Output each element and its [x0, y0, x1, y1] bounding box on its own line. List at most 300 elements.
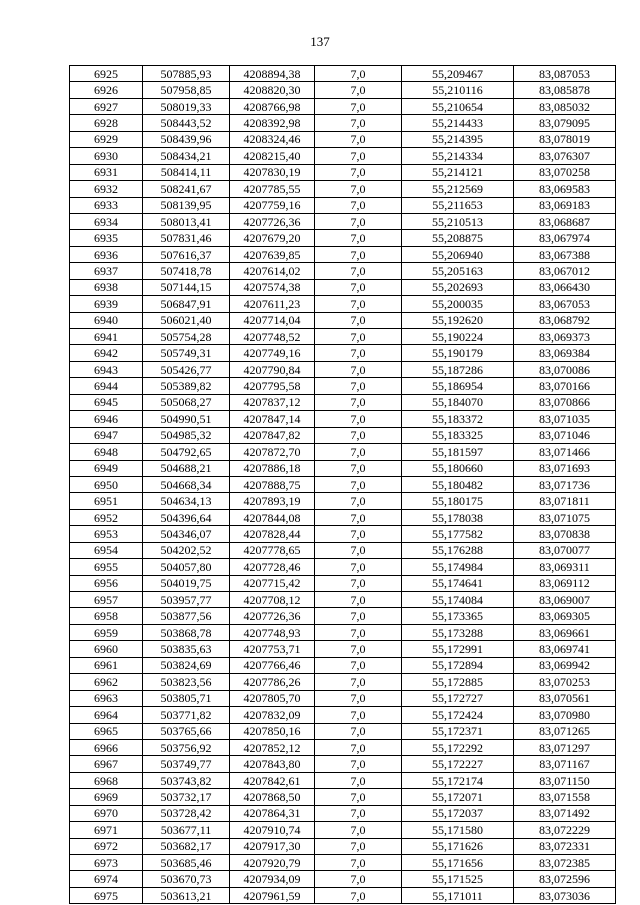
latitude-cell: 55,180482 — [402, 476, 514, 492]
value-cell: 7,0 — [315, 739, 402, 755]
point-number-cell: 6952 — [70, 509, 143, 525]
table-row — [70, 296, 616, 312]
table-row — [70, 592, 616, 608]
latitude-cell: 55,172991 — [402, 641, 514, 657]
x-coordinate-cell: 503823,56 — [143, 674, 230, 690]
value-cell: 7,0 — [315, 822, 402, 838]
value-cell: 7,0 — [315, 164, 402, 180]
longitude-cell: 83,067974 — [514, 230, 616, 246]
latitude-cell: 55,190224 — [402, 329, 514, 345]
value-cell: 7,0 — [315, 657, 402, 673]
value-cell: 7,0 — [315, 707, 402, 723]
table-row — [70, 263, 616, 279]
value-cell: 7,0 — [315, 509, 402, 525]
y-coordinate-cell: 4207910,74 — [230, 822, 315, 838]
point-number-cell: 6974 — [70, 871, 143, 887]
value-cell: 7,0 — [315, 608, 402, 624]
latitude-cell: 55,214334 — [402, 148, 514, 164]
y-coordinate-cell: 4207920,79 — [230, 855, 315, 871]
x-coordinate-cell: 503743,82 — [143, 772, 230, 788]
value-cell: 7,0 — [315, 296, 402, 312]
table-row — [70, 427, 616, 443]
y-coordinate-cell: 4207795,58 — [230, 378, 315, 394]
x-coordinate-cell: 503732,17 — [143, 789, 230, 805]
longitude-cell: 83,070077 — [514, 542, 616, 558]
table-row — [70, 509, 616, 525]
y-coordinate-cell: 4207850,16 — [230, 723, 315, 739]
value-cell: 7,0 — [315, 855, 402, 871]
y-coordinate-cell: 4207778,65 — [230, 542, 315, 558]
x-coordinate-cell: 508139,95 — [143, 197, 230, 213]
latitude-cell: 55,171525 — [402, 871, 514, 887]
latitude-cell: 55,172292 — [402, 739, 514, 755]
longitude-cell: 83,076307 — [514, 148, 616, 164]
longitude-cell: 83,072331 — [514, 838, 616, 854]
y-coordinate-cell: 4207872,70 — [230, 444, 315, 460]
latitude-cell: 55,200035 — [402, 296, 514, 312]
table-row — [70, 789, 616, 805]
table-row — [70, 82, 616, 98]
table-row — [70, 493, 616, 509]
value-cell: 7,0 — [315, 345, 402, 361]
latitude-cell: 55,172894 — [402, 657, 514, 673]
x-coordinate-cell: 503613,21 — [143, 887, 230, 903]
longitude-cell: 83,087053 — [514, 66, 616, 82]
table-row — [70, 444, 616, 460]
y-coordinate-cell: 4207864,31 — [230, 805, 315, 821]
table-row — [70, 115, 616, 131]
latitude-cell: 55,190179 — [402, 345, 514, 361]
y-coordinate-cell: 4208766,98 — [230, 98, 315, 114]
latitude-cell: 55,172071 — [402, 789, 514, 805]
point-number-cell: 6931 — [70, 164, 143, 180]
latitude-cell: 55,186954 — [402, 378, 514, 394]
x-coordinate-cell: 505754,28 — [143, 329, 230, 345]
value-cell: 7,0 — [315, 312, 402, 328]
table-row — [70, 329, 616, 345]
table-row — [70, 526, 616, 542]
longitude-cell: 83,071075 — [514, 509, 616, 525]
longitude-cell: 83,079095 — [514, 115, 616, 131]
latitude-cell: 55,210654 — [402, 98, 514, 114]
x-coordinate-cell: 507958,85 — [143, 82, 230, 98]
point-number-cell: 6955 — [70, 559, 143, 575]
value-cell: 7,0 — [315, 197, 402, 213]
latitude-cell: 55,192620 — [402, 312, 514, 328]
latitude-cell: 55,173288 — [402, 624, 514, 640]
y-coordinate-cell: 4207766,46 — [230, 657, 315, 673]
point-number-cell: 6928 — [70, 115, 143, 131]
value-cell: 7,0 — [315, 131, 402, 147]
x-coordinate-cell: 503670,73 — [143, 871, 230, 887]
point-number-cell: 6965 — [70, 723, 143, 739]
x-coordinate-cell: 504792,65 — [143, 444, 230, 460]
latitude-cell: 55,181597 — [402, 444, 514, 460]
point-number-cell: 6946 — [70, 411, 143, 427]
value-cell: 7,0 — [315, 427, 402, 443]
x-coordinate-cell: 503749,77 — [143, 756, 230, 772]
latitude-cell: 55,183372 — [402, 411, 514, 427]
point-number-cell: 6975 — [70, 887, 143, 903]
y-coordinate-cell: 4208215,40 — [230, 148, 315, 164]
y-coordinate-cell: 4207748,93 — [230, 624, 315, 640]
table-row — [70, 756, 616, 772]
latitude-cell: 55,214433 — [402, 115, 514, 131]
x-coordinate-cell: 503835,63 — [143, 641, 230, 657]
table-row — [70, 887, 616, 903]
y-coordinate-cell: 4207917,30 — [230, 838, 315, 854]
y-coordinate-cell: 4208894,38 — [230, 66, 315, 82]
point-number-cell: 6969 — [70, 789, 143, 805]
y-coordinate-cell: 4207708,12 — [230, 592, 315, 608]
latitude-cell: 55,212569 — [402, 181, 514, 197]
value-cell: 7,0 — [315, 871, 402, 887]
longitude-cell: 83,071167 — [514, 756, 616, 772]
table-row — [70, 66, 616, 82]
x-coordinate-cell: 504990,51 — [143, 411, 230, 427]
x-coordinate-cell: 507616,37 — [143, 246, 230, 262]
longitude-cell: 83,066430 — [514, 279, 616, 295]
longitude-cell: 83,069112 — [514, 575, 616, 591]
y-coordinate-cell: 4207847,82 — [230, 427, 315, 443]
latitude-cell: 55,184070 — [402, 394, 514, 410]
value-cell: 7,0 — [315, 263, 402, 279]
table-row — [70, 871, 616, 887]
point-number-cell: 6954 — [70, 542, 143, 558]
table-row — [70, 657, 616, 673]
y-coordinate-cell: 4207786,26 — [230, 674, 315, 690]
longitude-cell: 83,072385 — [514, 855, 616, 871]
y-coordinate-cell: 4207749,16 — [230, 345, 315, 361]
longitude-cell: 83,071035 — [514, 411, 616, 427]
point-number-cell: 6963 — [70, 690, 143, 706]
longitude-cell: 83,070561 — [514, 690, 616, 706]
y-coordinate-cell: 4207961,59 — [230, 887, 315, 903]
value-cell: 7,0 — [315, 575, 402, 591]
longitude-cell: 83,072229 — [514, 822, 616, 838]
point-number-cell: 6927 — [70, 98, 143, 114]
point-number-cell: 6940 — [70, 312, 143, 328]
x-coordinate-cell: 508241,67 — [143, 181, 230, 197]
x-coordinate-cell: 508414,11 — [143, 164, 230, 180]
point-number-cell: 6926 — [70, 82, 143, 98]
x-coordinate-cell: 503677,11 — [143, 822, 230, 838]
longitude-cell: 83,085878 — [514, 82, 616, 98]
table-row — [70, 460, 616, 476]
table-row — [70, 378, 616, 394]
y-coordinate-cell: 4207614,02 — [230, 263, 315, 279]
value-cell: 7,0 — [315, 542, 402, 558]
longitude-cell: 83,069741 — [514, 641, 616, 657]
y-coordinate-cell: 4207868,50 — [230, 789, 315, 805]
table-row — [70, 608, 616, 624]
value-cell: 7,0 — [315, 723, 402, 739]
table-row — [70, 624, 616, 640]
point-number-cell: 6956 — [70, 575, 143, 591]
y-coordinate-cell: 4207679,20 — [230, 230, 315, 246]
latitude-cell: 55,174641 — [402, 575, 514, 591]
table-row — [70, 361, 616, 377]
x-coordinate-cell: 506021,40 — [143, 312, 230, 328]
x-coordinate-cell: 503756,92 — [143, 739, 230, 755]
table-row — [70, 575, 616, 591]
longitude-cell: 83,068687 — [514, 213, 616, 229]
table-row — [70, 197, 616, 213]
point-number-cell: 6951 — [70, 493, 143, 509]
x-coordinate-cell: 503824,69 — [143, 657, 230, 673]
point-number-cell: 6959 — [70, 624, 143, 640]
y-coordinate-cell: 4207715,42 — [230, 575, 315, 591]
longitude-cell: 83,070838 — [514, 526, 616, 542]
table-row — [70, 641, 616, 657]
x-coordinate-cell: 504634,13 — [143, 493, 230, 509]
point-number-cell: 6953 — [70, 526, 143, 542]
longitude-cell: 83,071265 — [514, 723, 616, 739]
latitude-cell: 55,180175 — [402, 493, 514, 509]
y-coordinate-cell: 4207714,04 — [230, 312, 315, 328]
table-row — [70, 98, 616, 114]
latitude-cell: 55,202693 — [402, 279, 514, 295]
x-coordinate-cell: 508013,41 — [143, 213, 230, 229]
y-coordinate-cell: 4207726,36 — [230, 608, 315, 624]
point-number-cell: 6970 — [70, 805, 143, 821]
x-coordinate-cell: 504688,21 — [143, 460, 230, 476]
latitude-cell: 55,172727 — [402, 690, 514, 706]
value-cell: 7,0 — [315, 887, 402, 903]
point-number-cell: 6964 — [70, 707, 143, 723]
value-cell: 7,0 — [315, 789, 402, 805]
x-coordinate-cell: 503765,66 — [143, 723, 230, 739]
latitude-cell: 55,206940 — [402, 246, 514, 262]
latitude-cell: 55,205163 — [402, 263, 514, 279]
table-row — [70, 131, 616, 147]
x-coordinate-cell: 507831,46 — [143, 230, 230, 246]
value-cell: 7,0 — [315, 493, 402, 509]
point-number-cell: 6937 — [70, 263, 143, 279]
table-row — [70, 838, 616, 854]
latitude-cell: 55,172037 — [402, 805, 514, 821]
latitude-cell: 55,171011 — [402, 887, 514, 903]
y-coordinate-cell: 4207728,46 — [230, 559, 315, 575]
longitude-cell: 83,078019 — [514, 131, 616, 147]
latitude-cell: 55,214395 — [402, 131, 514, 147]
table-body — [70, 66, 616, 904]
x-coordinate-cell: 507885,93 — [143, 66, 230, 82]
x-coordinate-cell: 505068,27 — [143, 394, 230, 410]
latitude-cell: 55,208875 — [402, 230, 514, 246]
point-number-cell: 6971 — [70, 822, 143, 838]
latitude-cell: 55,172227 — [402, 756, 514, 772]
y-coordinate-cell: 4207805,70 — [230, 690, 315, 706]
y-coordinate-cell: 4207934,09 — [230, 871, 315, 887]
latitude-cell: 55,210513 — [402, 213, 514, 229]
longitude-cell: 83,071297 — [514, 739, 616, 755]
point-number-cell: 6960 — [70, 641, 143, 657]
y-coordinate-cell: 4207574,38 — [230, 279, 315, 295]
longitude-cell: 83,085032 — [514, 98, 616, 114]
x-coordinate-cell: 504202,52 — [143, 542, 230, 558]
latitude-cell: 55,176288 — [402, 542, 514, 558]
table-row — [70, 476, 616, 492]
x-coordinate-cell: 505426,77 — [143, 361, 230, 377]
value-cell: 7,0 — [315, 115, 402, 131]
table-row — [70, 707, 616, 723]
longitude-cell: 83,072596 — [514, 871, 616, 887]
table-row — [70, 723, 616, 739]
table-row — [70, 559, 616, 575]
y-coordinate-cell: 4207844,08 — [230, 509, 315, 525]
y-coordinate-cell: 4207847,14 — [230, 411, 315, 427]
table-row — [70, 279, 616, 295]
value-cell: 7,0 — [315, 361, 402, 377]
latitude-cell: 55,171580 — [402, 822, 514, 838]
point-number-cell: 6942 — [70, 345, 143, 361]
y-coordinate-cell: 4208820,30 — [230, 82, 315, 98]
y-coordinate-cell: 4207828,44 — [230, 526, 315, 542]
longitude-cell: 83,070253 — [514, 674, 616, 690]
value-cell: 7,0 — [315, 592, 402, 608]
value-cell: 7,0 — [315, 624, 402, 640]
latitude-cell: 55,211653 — [402, 197, 514, 213]
longitude-cell: 83,071736 — [514, 476, 616, 492]
point-number-cell: 6939 — [70, 296, 143, 312]
longitude-cell: 83,071466 — [514, 444, 616, 460]
value-cell: 7,0 — [315, 82, 402, 98]
point-number-cell: 6958 — [70, 608, 143, 624]
table-row — [70, 739, 616, 755]
value-cell: 7,0 — [315, 230, 402, 246]
point-number-cell: 6967 — [70, 756, 143, 772]
value-cell: 7,0 — [315, 378, 402, 394]
point-number-cell: 6929 — [70, 131, 143, 147]
point-number-cell: 6943 — [70, 361, 143, 377]
x-coordinate-cell: 503957,77 — [143, 592, 230, 608]
x-coordinate-cell: 504019,75 — [143, 575, 230, 591]
value-cell: 7,0 — [315, 246, 402, 262]
y-coordinate-cell: 4208324,46 — [230, 131, 315, 147]
y-coordinate-cell: 4207886,18 — [230, 460, 315, 476]
y-coordinate-cell: 4207830,19 — [230, 164, 315, 180]
latitude-cell: 55,178038 — [402, 509, 514, 525]
longitude-cell: 83,073036 — [514, 887, 616, 903]
value-cell: 7,0 — [315, 181, 402, 197]
point-number-cell: 6936 — [70, 246, 143, 262]
y-coordinate-cell: 4207832,09 — [230, 707, 315, 723]
x-coordinate-cell: 506847,91 — [143, 296, 230, 312]
longitude-cell: 83,069373 — [514, 329, 616, 345]
point-number-cell: 6962 — [70, 674, 143, 690]
x-coordinate-cell: 508443,52 — [143, 115, 230, 131]
table-row — [70, 246, 616, 262]
latitude-cell: 55,172371 — [402, 723, 514, 739]
y-coordinate-cell: 4208392,98 — [230, 115, 315, 131]
longitude-cell: 83,070866 — [514, 394, 616, 410]
point-number-cell: 6930 — [70, 148, 143, 164]
x-coordinate-cell: 503868,78 — [143, 624, 230, 640]
value-cell: 7,0 — [315, 460, 402, 476]
point-number-cell: 6935 — [70, 230, 143, 246]
longitude-cell: 83,067388 — [514, 246, 616, 262]
y-coordinate-cell: 4207843,80 — [230, 756, 315, 772]
point-number-cell: 6938 — [70, 279, 143, 295]
value-cell: 7,0 — [315, 394, 402, 410]
value-cell: 7,0 — [315, 444, 402, 460]
table-row — [70, 230, 616, 246]
x-coordinate-cell: 508439,96 — [143, 131, 230, 147]
x-coordinate-cell: 504346,07 — [143, 526, 230, 542]
y-coordinate-cell: 4207759,16 — [230, 197, 315, 213]
value-cell: 7,0 — [315, 756, 402, 772]
x-coordinate-cell: 503685,46 — [143, 855, 230, 871]
page-number: 137 — [310, 34, 330, 49]
table-row — [70, 772, 616, 788]
table-row — [70, 148, 616, 164]
x-coordinate-cell: 507418,78 — [143, 263, 230, 279]
value-cell: 7,0 — [315, 329, 402, 345]
value-cell: 7,0 — [315, 805, 402, 821]
latitude-cell: 55,173365 — [402, 608, 514, 624]
table-row — [70, 164, 616, 180]
x-coordinate-cell: 504668,34 — [143, 476, 230, 492]
value-cell: 7,0 — [315, 476, 402, 492]
longitude-cell: 83,069583 — [514, 181, 616, 197]
longitude-cell: 83,069942 — [514, 657, 616, 673]
table-row — [70, 312, 616, 328]
y-coordinate-cell: 4207888,75 — [230, 476, 315, 492]
x-coordinate-cell: 503805,71 — [143, 690, 230, 706]
longitude-cell: 83,067053 — [514, 296, 616, 312]
x-coordinate-cell: 504057,80 — [143, 559, 230, 575]
value-cell: 7,0 — [315, 690, 402, 706]
longitude-cell: 83,069311 — [514, 559, 616, 575]
point-number-cell: 6973 — [70, 855, 143, 871]
y-coordinate-cell: 4207611,23 — [230, 296, 315, 312]
y-coordinate-cell: 4207726,36 — [230, 213, 315, 229]
longitude-cell: 83,070258 — [514, 164, 616, 180]
point-number-cell: 6945 — [70, 394, 143, 410]
value-cell: 7,0 — [315, 559, 402, 575]
point-number-cell: 6961 — [70, 657, 143, 673]
table-row — [70, 345, 616, 361]
table-row — [70, 411, 616, 427]
latitude-cell: 55,183325 — [402, 427, 514, 443]
point-number-cell: 6941 — [70, 329, 143, 345]
table-row — [70, 805, 616, 821]
latitude-cell: 55,209467 — [402, 66, 514, 82]
table-row — [70, 822, 616, 838]
x-coordinate-cell: 503877,56 — [143, 608, 230, 624]
point-number-cell: 6966 — [70, 739, 143, 755]
table-row — [70, 542, 616, 558]
x-coordinate-cell: 503771,82 — [143, 707, 230, 723]
latitude-cell: 55,174984 — [402, 559, 514, 575]
y-coordinate-cell: 4207893,19 — [230, 493, 315, 509]
table-row — [70, 674, 616, 690]
latitude-cell: 55,174084 — [402, 592, 514, 608]
point-number-cell: 6934 — [70, 213, 143, 229]
table-row — [70, 394, 616, 410]
value-cell: 7,0 — [315, 641, 402, 657]
latitude-cell: 55,177582 — [402, 526, 514, 542]
value-cell: 7,0 — [315, 213, 402, 229]
longitude-cell: 83,069183 — [514, 197, 616, 213]
value-cell: 7,0 — [315, 772, 402, 788]
value-cell: 7,0 — [315, 279, 402, 295]
table-row — [70, 213, 616, 229]
y-coordinate-cell: 4207852,12 — [230, 739, 315, 755]
value-cell: 7,0 — [315, 411, 402, 427]
y-coordinate-cell: 4207748,52 — [230, 329, 315, 345]
